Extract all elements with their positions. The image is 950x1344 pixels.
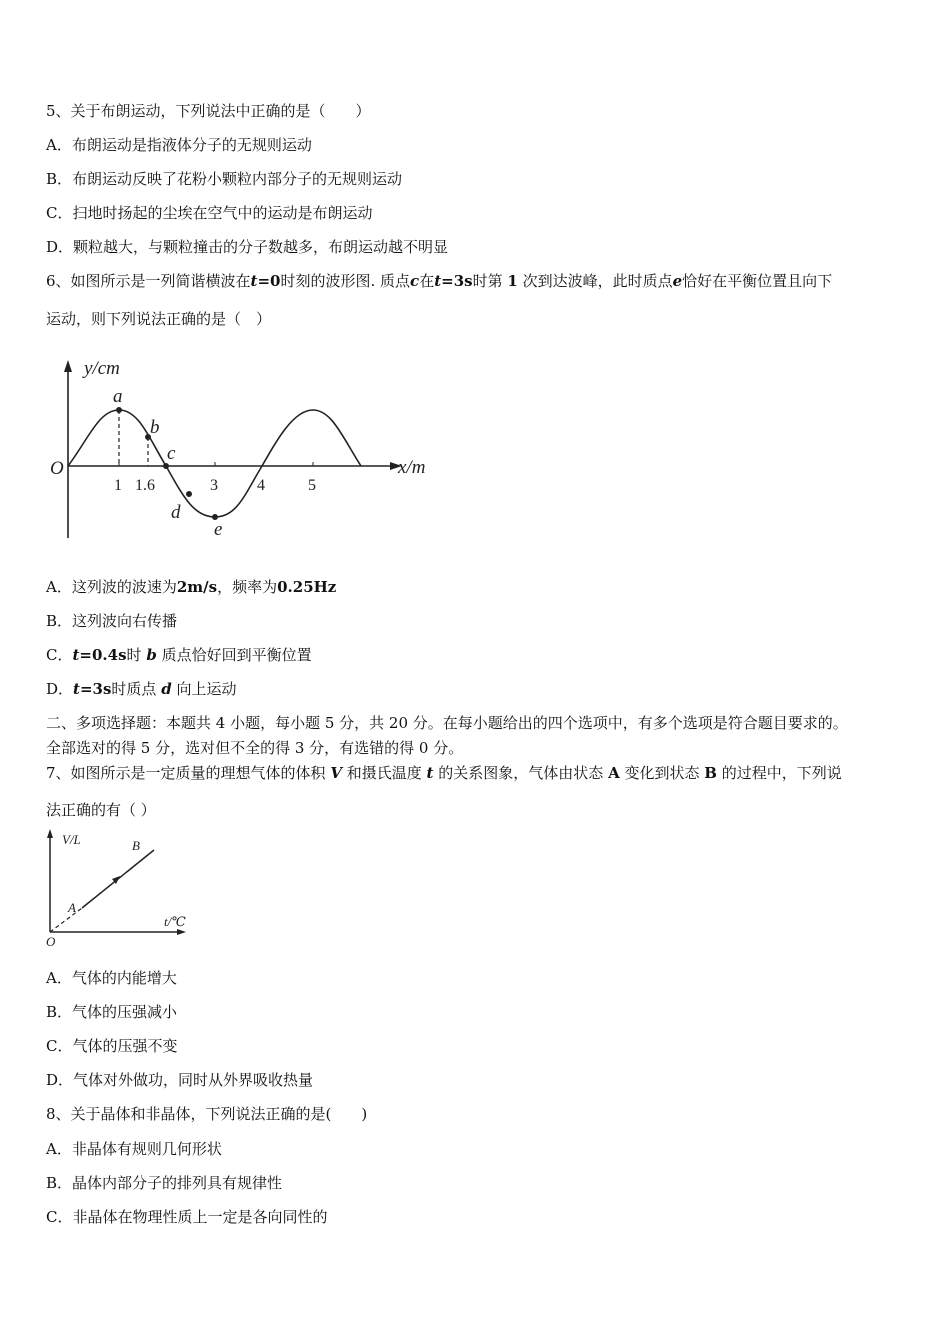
q7-option-b: B．气体的压强减小 <box>46 1003 178 1021</box>
t-axis-label: t/℃ <box>164 914 186 929</box>
v-axis-label: V/L <box>62 832 81 847</box>
section2-line1: 二、多项选择题：本题共 4 小题，每小题 5 分，共 20 分。在每小题给出的四个选项中，有多个选项是符合题目要求的。 <box>46 714 848 732</box>
q5-option-d: D．颗粒越大，与颗粒撞击的分子数越多，布朗运动越不明显 <box>46 238 449 256</box>
extrapolation-line <box>50 908 82 932</box>
q6-stem-line1: 6、如图所示是一列简谐横波在t=0时刻的波形图. 质点c在t=3s时第 1 次到达波峰，此时质点e恰好在平衡位置且向下 <box>46 272 833 290</box>
origin-label: O <box>46 934 56 949</box>
q6-option-b: B．这列波向右传播 <box>46 612 178 630</box>
q7-option-c: C．气体的压强不变 <box>46 1037 178 1055</box>
y-axis-arrow-icon <box>64 360 72 372</box>
origin-label: O <box>50 458 64 479</box>
q6-option-d: D．t=3s时质点 d 向上运动 <box>46 680 237 698</box>
q5-option-c: C．扫地时扬起的尘埃在空气中的运动是布朗运动 <box>46 204 373 222</box>
tick-label-1: 1 <box>114 477 122 494</box>
q6-option-c: C．t=0.4s时 b 质点恰好回到平衡位置 <box>46 646 312 664</box>
y-axis-label: y/cm <box>84 358 120 379</box>
q7-stem-line2: 法正确的有（ ） <box>46 801 156 819</box>
q8-option-b: B．晶体内部分子的排列具有规律性 <box>46 1174 283 1192</box>
q8-stem: 8、关于晶体和非晶体，下列说法正确的是( ) <box>46 1105 368 1123</box>
q6-option-a: A．这列波的波速为2m/s，频率为0.25Hz <box>46 578 337 596</box>
section2-line2: 全部选对的得 5 分，选对但不全的得 3 分，有选错的得 0 分。 <box>46 739 464 757</box>
q6-stem-line2: 运动，则下列说法正确的是（ ） <box>46 310 272 328</box>
point-label-d: d <box>171 502 181 523</box>
q7-stem-line1: 7、如图所示是一定质量的理想气体的体积 V 和摄氏温度 t 的关系图象，气体由状态 A 变化到状态 B 的过程中，下列说 <box>46 764 842 782</box>
tick-label-4: 4 <box>257 477 265 494</box>
point-label-b: B <box>132 838 140 853</box>
q8-option-c: C．非晶体在物理性质上一定是各向同性的 <box>46 1208 328 1226</box>
q5-option-b: B．布朗运动反映了花粉小颗粒内部分子的无规则运动 <box>46 170 403 188</box>
point-label-a: a <box>113 386 123 407</box>
q7-option-d: D．气体对外做功，同时从外界吸收热量 <box>46 1071 314 1089</box>
q8-option-a: A．非晶体有规则几何形状 <box>46 1140 222 1158</box>
tick-label-5: 5 <box>308 477 316 494</box>
x-axis-label: x/m <box>398 457 426 478</box>
point-d <box>186 491 192 497</box>
point-a <box>116 407 122 413</box>
point-label-e: e <box>214 519 223 540</box>
point-label-a: A <box>68 900 76 915</box>
tick-label-1-6: 1.6 <box>135 477 155 494</box>
v-axis-arrow-icon <box>47 829 53 838</box>
q7-vt-figure <box>40 828 200 952</box>
q7-option-a: A．气体的内能增大 <box>46 969 177 987</box>
q5-option-a: A．布朗运动是指液体分子的无规则运动 <box>46 136 312 154</box>
point-label-b: b <box>150 417 160 438</box>
t-axis-arrow-icon <box>177 929 186 935</box>
tick-label-3: 3 <box>210 477 218 494</box>
q5-stem: 5、关于布朗运动，下列说法中正确的是（ ） <box>46 102 371 120</box>
q6-wave-figure <box>40 352 460 542</box>
point-label-c: c <box>167 443 176 464</box>
